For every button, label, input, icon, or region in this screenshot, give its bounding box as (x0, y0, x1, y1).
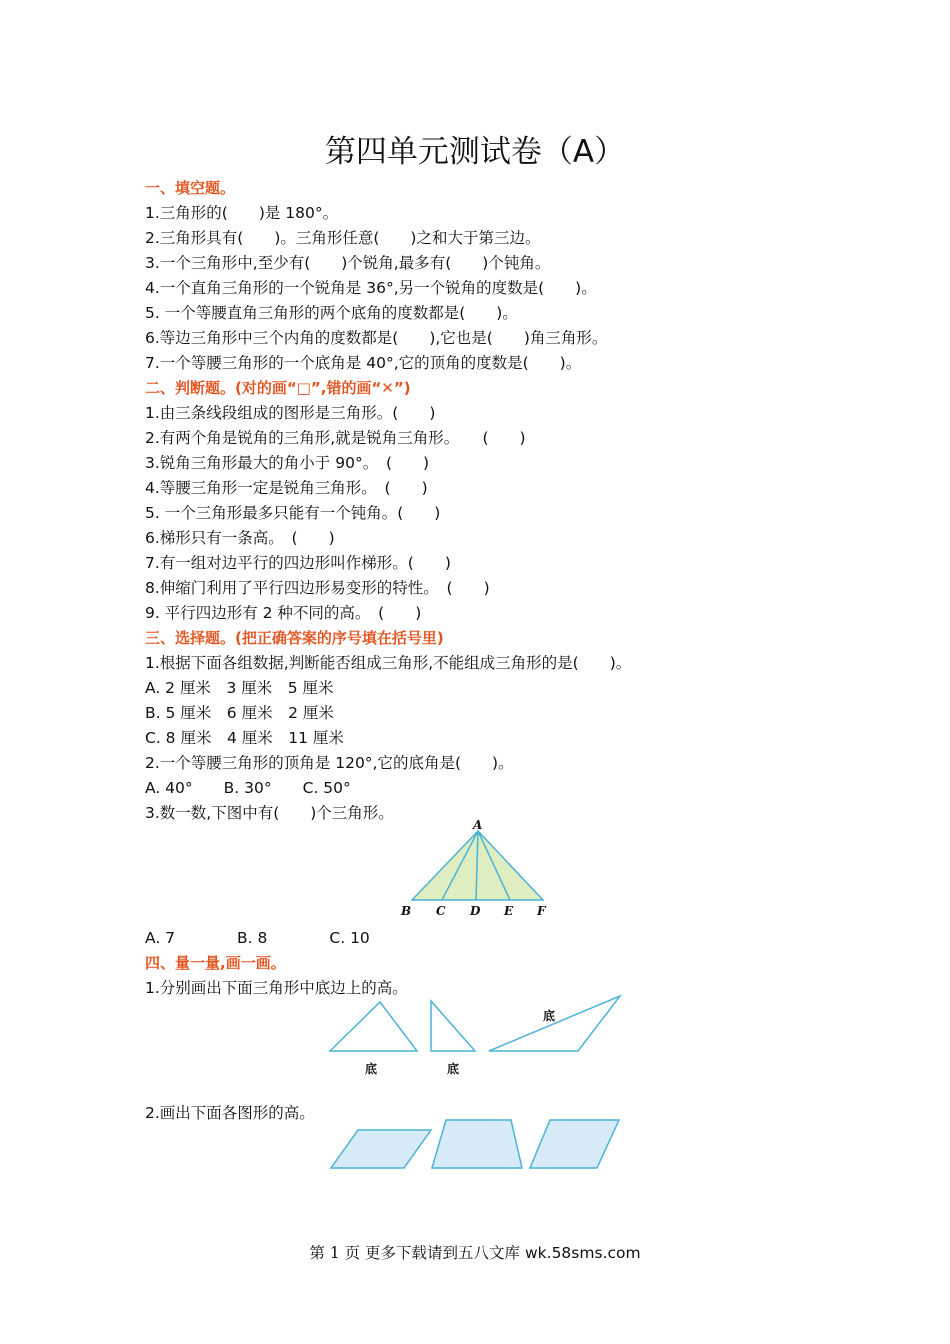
base-label-1: 底 (365, 1062, 378, 1076)
parallelogram-1 (331, 1130, 431, 1168)
true-false-item: 6.梯形只有一条高。 ( ) (145, 529, 335, 547)
true-false-item: 7.有一组对边平行的四边形叫作梯形。( ) (145, 554, 451, 572)
fill-blank-item: 1.三角形的( )是 180°。 (145, 204, 339, 222)
choice-question-2: 2.一个等腰三角形的顶角是 120°,它的底角是( )。 (145, 754, 514, 772)
true-false-item: 4.等腰三角形一定是锐角三角形。 ( ) (145, 479, 428, 497)
footer-site-link[interactable]: wk.58sms.com (524, 1244, 641, 1262)
base-label-3: 底 (543, 1009, 556, 1023)
section1-heading: 一、填空题。 (145, 179, 236, 197)
fill-blank-item: 4.一个直角三角形的一个锐角是 36°,另一个锐角的度数是( )。 (145, 279, 597, 297)
label-d: D (470, 904, 481, 918)
worksheet-content (145, 176, 845, 1126)
trapezoid (432, 1120, 522, 1168)
fill-blank-item: 2.三角形具有( )。三角形任意( )之和大于第三边。 (145, 229, 541, 247)
label-b: B (401, 904, 412, 918)
fill-blank-item: 6.等边三角形中三个内角的度数都是( ),它也是( )角三角形。 (145, 329, 608, 347)
base-label-2: 底 (447, 1062, 460, 1076)
triangle-1 (330, 1002, 417, 1051)
label-f: F (537, 904, 546, 918)
triangles-altitude-figure (320, 990, 630, 1082)
section3-heading: 三、选择题。(把正确答案的序号填在括号里) (145, 629, 444, 647)
fill-blank-item: 7.一个等腰三角形的一个底角是 40°,它的顶角的度数是( )。 (145, 354, 582, 372)
choice-options-3: A. 7 B. 8 C. 10 (145, 929, 370, 947)
label-e: E (504, 904, 514, 918)
draw-question-2: 2.画出下面各图形的高。 (145, 1104, 315, 1122)
draw-question-1: 1.分别画出下面三角形中底边上的高。 (145, 979, 408, 997)
section2-heading: 二、判断题。(对的画“□”,错的画“✕”) (145, 379, 411, 397)
choice-question-3: 3.数一数,下图中有( )个三角形。 (145, 804, 394, 822)
triangle-2 (431, 1001, 475, 1051)
quadrilaterals-figure (325, 1112, 630, 1174)
choice-option: B. 5 厘米 6 厘米 2 厘米 (145, 704, 334, 722)
true-false-item: 9. 平行四边形有 2 种不同的高。 ( ) (145, 604, 422, 622)
choice-option: A. 2 厘米 3 厘米 5 厘米 (145, 679, 334, 697)
true-false-item: 2.有两个角是锐角的三角形,就是锐角三角形。 ( ) (145, 429, 526, 447)
true-false-item: 5. 一个三角形最多只能有一个钝角。( ) (145, 504, 441, 522)
page-footer (0, 1241, 950, 1265)
choice-option: C. 8 厘米 4 厘米 11 厘米 (145, 729, 344, 747)
triangle-3 (489, 996, 620, 1051)
page-title: 第四单元测试卷（A） (324, 134, 626, 170)
true-false-item: 1.由三条线段组成的图形是三角形。( ) (145, 404, 436, 422)
parallelogram-2 (530, 1120, 619, 1168)
section4-heading: 四、量一量,画一画。 (145, 954, 286, 972)
triangle-count-figure (395, 818, 565, 920)
label-a: A (473, 818, 483, 832)
label-c: C (436, 904, 446, 918)
footer-text: 第 1 页 更多下载请到五八文库 (309, 1244, 525, 1262)
true-false-item: 3.锐角三角形最大的角小于 90°。 ( ) (145, 454, 430, 472)
choice-options-2: A. 40° B. 30° C. 50° (145, 779, 351, 797)
fill-blank-item: 3.一个三角形中,至少有( )个锐角,最多有( )个钝角。 (145, 254, 551, 272)
choice-question-1: 1.根据下面各组数据,判断能否组成三角形,不能组成三角形的是( )。 (145, 654, 632, 672)
true-false-item: 8.伸缩门利用了平行四边形易变形的特性。 ( ) (145, 579, 490, 597)
fill-blank-item: 5. 一个等腰直角三角形的两个底角的度数都是( )。 (145, 304, 518, 322)
